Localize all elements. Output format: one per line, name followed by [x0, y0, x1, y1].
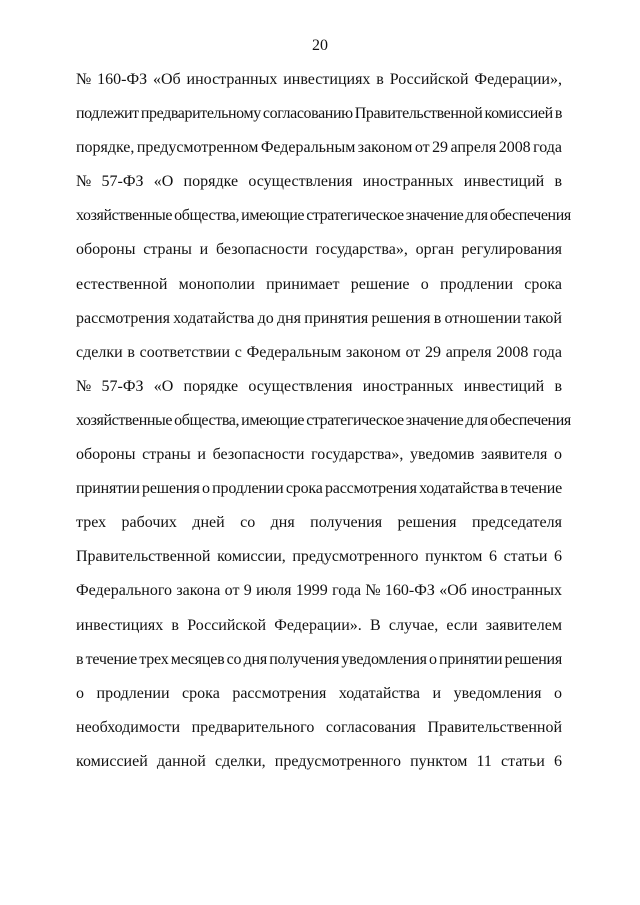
- text-line: [76, 511, 562, 545]
- text-line: [76, 238, 562, 272]
- text-line: [76, 273, 562, 307]
- text-line: [76, 409, 571, 443]
- text-line: [76, 375, 562, 409]
- text-line-content: № 57-ФЗ «О порядке осуществления иностранных инвестиций в: [76, 377, 562, 395]
- text-line-content: естественной монополии принимает решение о продлении срока: [76, 275, 562, 293]
- text-line: [76, 102, 562, 136]
- text-line: [76, 341, 562, 375]
- text-line: [76, 477, 562, 511]
- text-line: [76, 443, 562, 477]
- text-line-content: хозяйственные общества, имеющие стратегическое значение для обеспечения: [76, 207, 571, 225]
- text-line-content: о продлении срока рассмотрения ходатайства и уведомления о: [76, 684, 562, 702]
- text-line: [76, 170, 562, 204]
- text-line: [76, 136, 562, 170]
- text-line-content: трех рабочих дней со дня получения решения председателя: [76, 514, 562, 532]
- text-line: [76, 307, 562, 341]
- text-line-content: комиссией данной сделки, предусмотренного пунктом 11 статьи 6: [76, 752, 562, 770]
- text-line-content: № 160-ФЗ «Об иностранных инвестициях в Российской Федерации»,: [76, 71, 562, 88]
- text-line: [76, 68, 562, 102]
- text-line-content: Правительственной комиссии, предусмотренного пунктом 6 статьи 6: [76, 548, 562, 566]
- text-line: [76, 579, 562, 613]
- text-line-content: в течение трех месяцев со дня получения уведомления о принятии решения: [76, 650, 562, 668]
- text-line-content: порядке, предусмотренном Федеральным законом от 29 апреля 2008 года: [76, 139, 562, 157]
- text-line-content: подлежит предварительному согласованию Правительственной комиссией в: [76, 105, 562, 123]
- text-line: [76, 750, 562, 784]
- text-line-content: рассмотрения ходатайства до дня принятия решения в отношении такой: [76, 309, 562, 327]
- text-line: [76, 204, 571, 238]
- text-line: [76, 614, 562, 648]
- text-line-content: принятии решения о продлении срока рассмотрения ходатайства в течение: [76, 480, 563, 498]
- text-line-content: хозяйственные общества, имеющие стратегическое значение для обеспечения: [76, 411, 571, 429]
- text-line-content: № 57-ФЗ «О порядке осуществления иностранных инвестиций в: [76, 173, 562, 191]
- document-body: [76, 68, 571, 784]
- text-line-content: необходимости предварительного согласования Правительственной: [76, 718, 562, 736]
- text-line: [76, 648, 562, 682]
- text-line-content: сделки в соответствии с Федеральным законом от 29 апреля 2008 года: [76, 343, 562, 361]
- text-line-content: инвестициях в Российской Федерации». В случае, если заявителем: [76, 616, 562, 634]
- page-number: 20: [312, 37, 328, 54]
- text-line: [76, 545, 562, 579]
- text-line: [76, 716, 562, 750]
- text-line-content: обороны страны и безопасности государства», уведомив заявителя о: [76, 446, 562, 464]
- text-line-content: Федерального закона от 9 июля 1999 года № 160-ФЗ «Об иностранных: [76, 582, 562, 600]
- text-line-content: обороны страны и безопасности государства», орган регулирования: [76, 241, 562, 259]
- text-line: [76, 682, 562, 716]
